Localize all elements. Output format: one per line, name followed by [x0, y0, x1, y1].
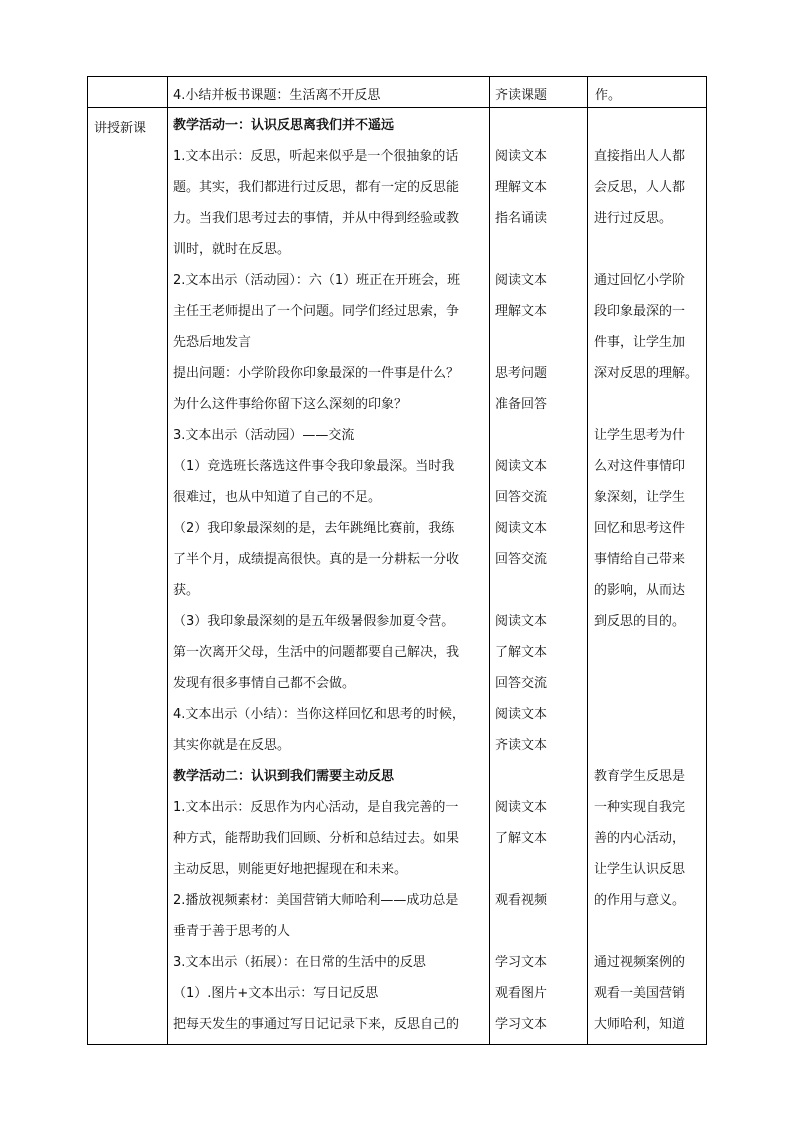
content-line: 为什么这件事给你留下这么深刻的印象？ [173, 397, 408, 412]
content-line: 2.文本出示（活动园）：六（1）班正在开班会，班 [173, 273, 461, 288]
student-activity-line: 阅读文本 [495, 521, 548, 536]
student-activity-line: 了解文本 [495, 645, 548, 660]
content-line: 垂青于善于思考的人 [173, 924, 291, 939]
teaching-content-column [173, 110, 485, 1040]
student-activity-line [495, 761, 583, 792]
design-intent-line [594, 389, 704, 420]
content-line: 力。当我们思考过去的事情，并从中得到经验或教 [173, 211, 460, 226]
student-activity-line [495, 234, 583, 265]
student-activity-line: 思考问题 [495, 366, 548, 381]
content-line: 很难过，也从中知道了自己的不足。 [173, 490, 382, 505]
column-divider-3 [587, 76, 588, 1045]
student-activity-line: 阅读文本 [495, 273, 548, 288]
table-border-top [87, 76, 707, 77]
design-intent-line [594, 916, 704, 947]
content-line: 获。 [173, 583, 200, 598]
content-line: 教学活动一：认识反思离我们并不遥远 [173, 118, 395, 133]
design-intent-line: 象深刻，让学生 [594, 490, 686, 505]
design-intent-line: 善的内心活动， [594, 831, 686, 846]
student-activity-line [495, 110, 583, 141]
content-line: 主任王老师提出了一个问题。同学们经过思索，争 [173, 304, 460, 319]
student-activity-line: 指名诵读 [495, 211, 548, 226]
design-intent-line: 段印象最深的一 [594, 304, 686, 319]
design-intent-line: 教育学生反思是 [594, 769, 686, 784]
student-activity-line [495, 327, 583, 358]
design-intent-line [594, 234, 704, 265]
content-line: （1）.图片+文本出示：写日记反思 [173, 986, 379, 1001]
content-line: （1）竞选班长落选这件事令我印象最深。当时我 [173, 459, 455, 474]
student-activity-line [495, 854, 583, 885]
content-line: 题。其实，我们都进行过反思，都有一定的反思能 [173, 180, 460, 195]
student-activity-line: 理解文本 [495, 180, 548, 195]
content-line: 训时，就时在反思。 [173, 242, 291, 257]
student-activity-line: 阅读文本 [495, 614, 548, 629]
content-line: 了半个月，成绩提高很快。真的是一分耕耘一分收 [173, 552, 460, 567]
design-intent-line [594, 699, 704, 730]
student-activity-line: 阅读文本 [495, 800, 548, 815]
design-intent-column [594, 110, 704, 1040]
content-line: 先恐后地发言 [173, 335, 252, 350]
student-activity-column [495, 110, 583, 1040]
design-intent-line: 事情给自己带来 [594, 552, 686, 567]
content-line: 4.文本出示（小结）：当你这样回忆和思考的时候， [173, 707, 465, 722]
student-activity-line: 齐读文本 [495, 738, 548, 753]
column-divider-2 [489, 76, 490, 1045]
table-border-bottom [87, 1044, 707, 1045]
student-activity-line: 观看视频 [495, 893, 548, 908]
content-line: 3.文本出示（拓展）：在日常的生活中的反思 [173, 955, 426, 970]
content-line: 1.文本出示：反思，听起来似乎是一个很抽象的话 [173, 149, 459, 164]
column-divider-1 [167, 76, 168, 1045]
student-activity-line: 阅读文本 [495, 707, 548, 722]
design-intent-line: 进行过反思。 [594, 211, 673, 226]
design-intent-line [594, 668, 704, 699]
content-line: 发现有很多事情自己都不会做。 [173, 676, 356, 691]
design-intent-line: 会反思，人人都 [594, 180, 686, 195]
design-intent-line: 大师哈利，知道 [594, 1017, 686, 1032]
content-line: 提出问题：小学阶段你印象最深的一件事是什么？ [173, 366, 460, 381]
student-activity-line [495, 575, 583, 606]
design-intent-line: 让学生认识反思 [594, 862, 686, 877]
content-line: 教学活动二：认识到我们需要主动反思 [173, 769, 395, 784]
design-intent-line [594, 730, 704, 761]
section-label: 讲授新课 [94, 121, 147, 136]
design-intent-line: 通过视频案例的 [594, 955, 686, 970]
student-activity-line [495, 420, 583, 451]
design-intent-line: 通过回忆小学阶 [594, 273, 686, 288]
student-activity-line: 阅读文本 [495, 149, 548, 164]
design-intent-line: 件事，让学生加 [594, 335, 686, 350]
content-line: 种方式，能帮助我们回顾、分析和总结过去。如果 [173, 831, 460, 846]
content-line: 第一次离开父母，生活中的问题都要自己解决，我 [173, 645, 460, 660]
student-activity-line: 准备回答 [495, 397, 548, 412]
student-activity-line: 学习文本 [495, 1017, 548, 1032]
content-line: 其实你就是在反思。 [173, 738, 291, 753]
design-intent-line: 让学生思考为什 [594, 428, 686, 443]
summary-design-cell: 作。 [595, 88, 622, 103]
student-activity-line: 阅读文本 [495, 459, 548, 474]
student-activity-line: 回答交流 [495, 552, 548, 567]
design-intent-line [594, 637, 704, 668]
design-intent-line: 么对这件事情印 [594, 459, 686, 474]
design-intent-line: 到反思的目的。 [594, 614, 686, 629]
design-intent-line: 的作用与意义。 [594, 893, 686, 908]
content-line: 2.播放视频素材：美国营销大师哈利——成功总是 [173, 893, 459, 908]
content-line: 把每天发生的事通过写日记记录下来，反思自己的 [173, 1017, 460, 1032]
content-line: 3.文本出示（活动园）——交流 [173, 428, 355, 443]
student-activity-line: 观看图片 [495, 986, 548, 1001]
table-border-right [706, 76, 707, 1045]
design-intent-line: 一种实现自我完 [594, 800, 686, 815]
summary-content-cell: 4.小结并板书课题：生活离不开反思 [173, 88, 381, 103]
summary-student-cell: 齐读课题 [495, 88, 548, 103]
content-line: （2）我印象最深刻的是，去年跳绳比赛前，我练 [173, 521, 455, 536]
student-activity-line: 学习文本 [495, 955, 548, 970]
content-line: （3）我印象最深刻的是五年级暑假参加夏令营。 [173, 614, 455, 629]
student-activity-line: 理解文本 [495, 304, 548, 319]
design-intent-line: 回忆和思考这件 [594, 521, 686, 536]
row-divider [87, 107, 707, 108]
content-line: 1.文本出示：反思作为内心活动，是自我完善的一 [173, 800, 459, 815]
student-activity-line: 了解文本 [495, 831, 548, 846]
student-activity-line: 回答交流 [495, 490, 548, 505]
design-intent-line: 观看一美国营销 [594, 986, 686, 1001]
design-intent-line [594, 110, 704, 141]
lesson-plan-table [87, 76, 707, 1045]
design-intent-line: 深对反思的理解。 [594, 366, 699, 381]
design-intent-line: 的影响，从而达 [594, 583, 686, 598]
table-border-left [87, 76, 88, 1045]
design-intent-line: 直接指出人人都 [594, 149, 686, 164]
student-activity-line [495, 916, 583, 947]
content-line: 主动反思，则能更好地把握现在和未来。 [173, 862, 408, 877]
student-activity-line: 回答交流 [495, 676, 548, 691]
